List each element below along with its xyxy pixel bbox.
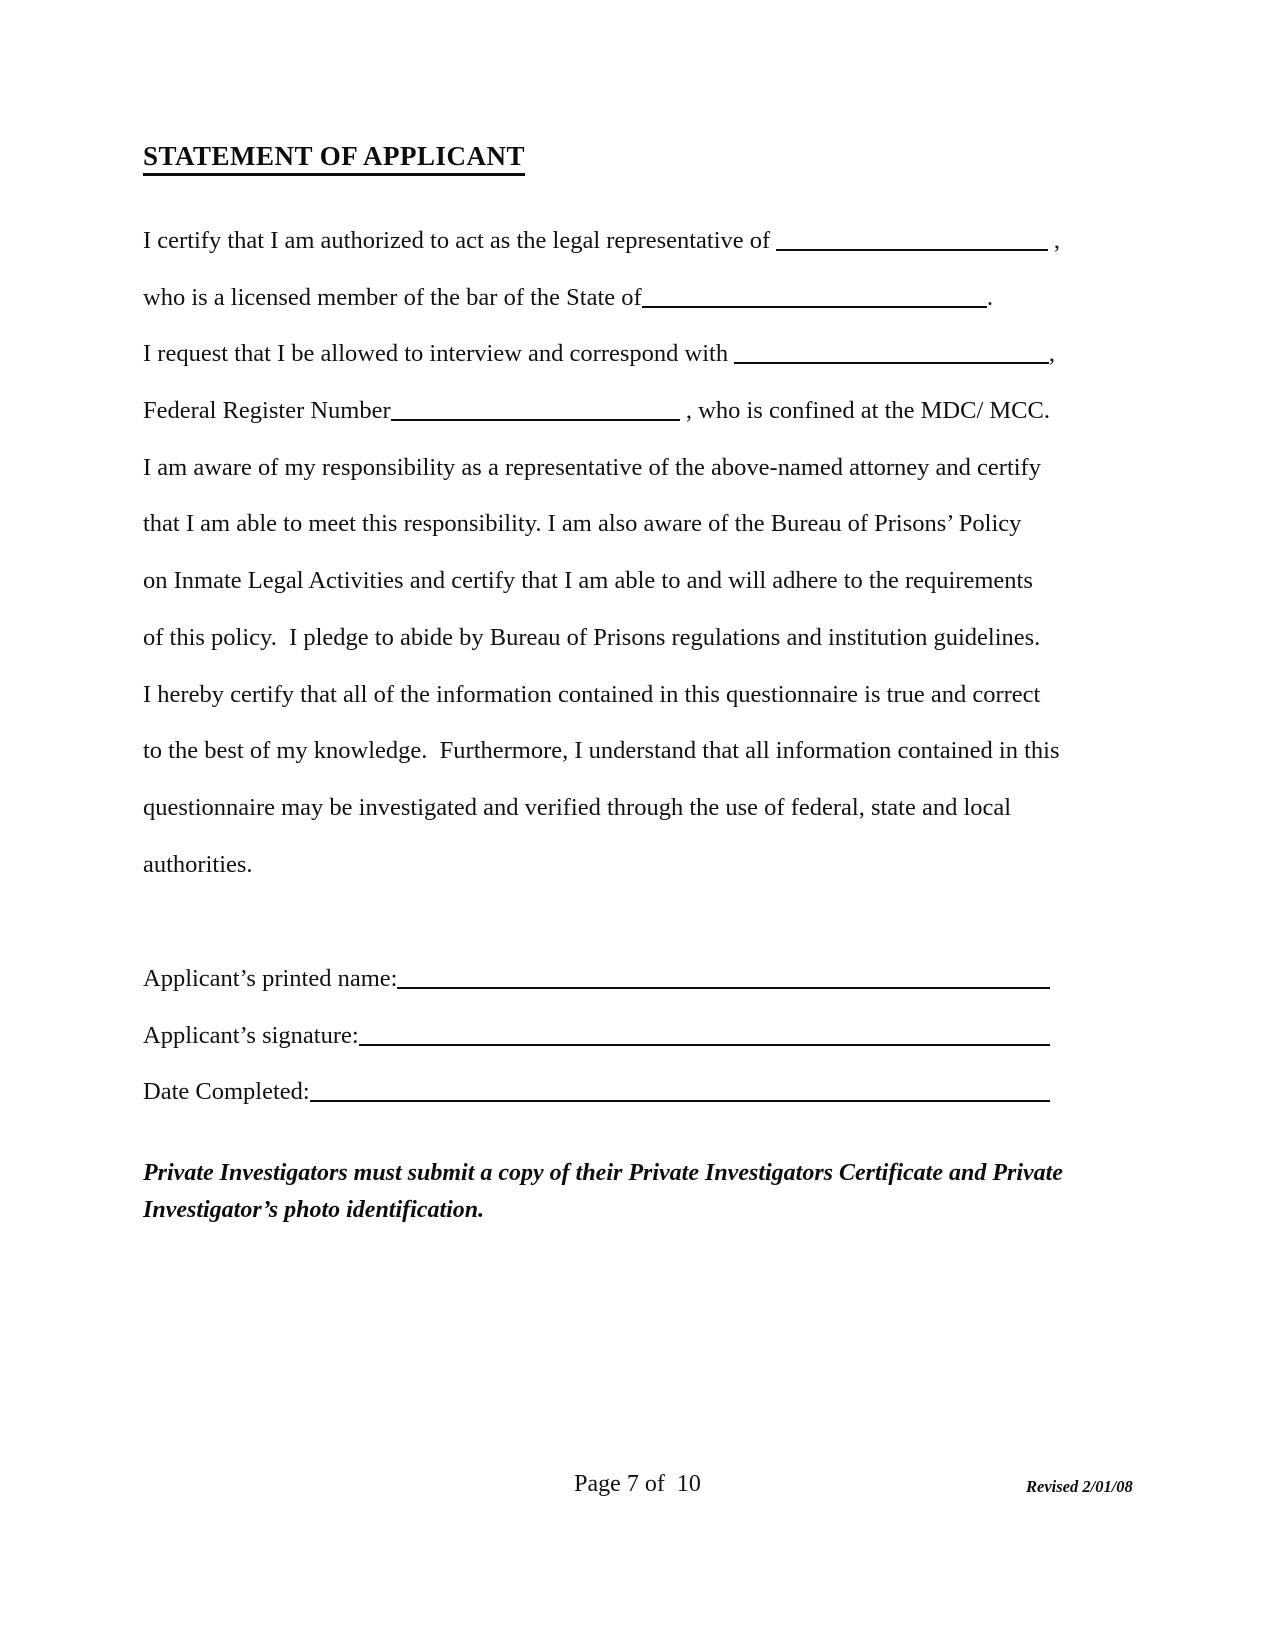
static-text: who is a licensed member of the bar of the State of — [143, 283, 642, 311]
form-line-state-of-bar — [143, 270, 993, 327]
static-text: . — [986, 283, 993, 311]
static-text: I request that I be allowed to interview and correspond with — [143, 340, 735, 368]
fill-blank-inmate-name[interactable] — [734, 360, 1049, 364]
statement-text-line: on Inmate Legal Activities and certify that I am able to and will adhere to the requirements — [143, 567, 1033, 595]
static-text: Federal Register Number — [143, 397, 391, 425]
fill-blank-printed-name[interactable] — [397, 985, 1050, 989]
statement-text-line: I am aware of my responsibility as a representative of the above-named attorney and certify — [143, 453, 1041, 481]
static-text: , — [1047, 227, 1060, 254]
static-text: , who is confined at the MDC/ MCC. — [679, 397, 1050, 425]
statement-text-line: authorities. — [143, 850, 253, 878]
form-line-interview-correspond — [143, 326, 1055, 383]
static-text: I certify that I am authorized to act as the legal representative of — [143, 227, 777, 254]
statement-text-line: that I am able to meet this responsibility. I am also aware of the Bureau of Prisons’ Policy — [143, 510, 1022, 538]
statement-text-line: I hereby certify that all of the information contained in this questionnaire is true and correct — [143, 680, 1041, 708]
form-line-legal-representative — [143, 213, 1060, 270]
statement-paragraph — [143, 213, 1073, 893]
private-investigators-note: Private Investigators must submit a copy of their Private Investigators Certificate and Private Investigator’s photo identification. — [143, 1160, 1063, 1223]
statement-text-line: questionnaire may be investigated and verified through the use of federal, state and local — [143, 793, 1012, 821]
page-title — [143, 141, 525, 176]
form-line-date-completed — [143, 1064, 1050, 1121]
revision-date: Revised 2/01/08 — [1026, 1477, 1133, 1496]
printed-name-label: Applicant’s printed name: — [143, 965, 398, 992]
date-completed-label: Date Completed: — [143, 1078, 310, 1106]
fill-blank-legal-representative[interactable] — [776, 247, 1047, 251]
fill-blank-register-number[interactable] — [391, 417, 680, 421]
form-line-signature — [143, 1008, 1050, 1065]
static-text: , — [1048, 340, 1055, 368]
statement-text-line: to the best of my knowledge. Furthermore, I understand that all information contained in this — [143, 737, 1060, 765]
fill-blank-state[interactable] — [642, 304, 987, 308]
signature-label: Applicant’s signature: — [143, 1021, 359, 1049]
page-title-text: STATEMENT OF APPLICANT — [143, 141, 525, 176]
fill-blank-date-completed[interactable] — [310, 1098, 1050, 1102]
form-line-printed-name — [143, 951, 1050, 1008]
form-line-federal-register-number — [143, 383, 1050, 440]
page-number: Page 7 of 10 — [574, 1471, 701, 1497]
statement-text-line: of this policy. I pledge to abide by Bureau of Prisons regulations and institution guidelines. — [143, 623, 1041, 651]
signature-section — [143, 951, 1050, 1121]
fill-blank-signature[interactable] — [359, 1042, 1050, 1046]
